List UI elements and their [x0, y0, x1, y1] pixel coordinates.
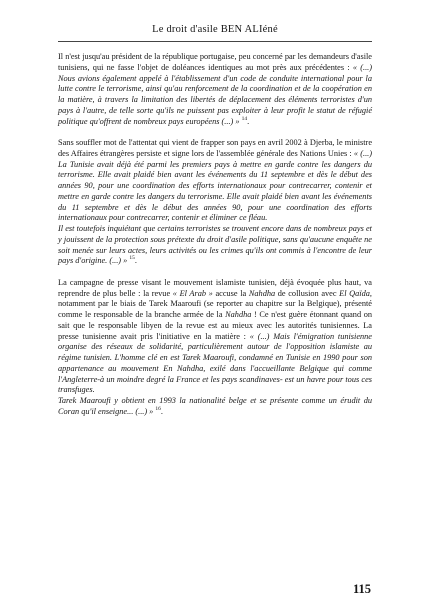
paragraph-2: [58, 138, 372, 224]
page-number: 115: [352, 582, 371, 596]
p4-text-a: La campagne de presse visant le mouvement islamiste tunisien, déjà évoquée plus haut, va reprendre de plus belle : la revue: [58, 277, 372, 298]
paragraph-3: [58, 224, 372, 267]
p4-quote: « (...) Mais l'émigration tunisienne organise des réseaux de solidarité, particulièrement autour de l'opposition islamiste au régime tunisien. L'homme clé en est Tarek Maaroufi, condamné en Tunisie en 1990 pour son appartenance au mouvement En Nahdha, exilé dans l'accueillante Belgique qui comme l'Angleterre-à un moindre degré la France et les pays scandinaves- est un havre pour tous ces transfuges.: [58, 331, 372, 395]
p1-quote: « (...) Nous avions également appelé à l'établissement d'un code de conduite international pour la lutte contre le terrorisme, ainsi qu'au renforcement de la coordination et de la coopération en la matière, à travers la limitation des libertés de déplacement des éléments terroristes d'un pays à l'autre, de telle sorte qu'ils ne puissent pas exploiter à leur profit le statut de réfugié politique qu'offrent de nombreux pays européens (...) »: [58, 62, 372, 126]
p4-el-qaida: El Qaïda: [339, 288, 370, 298]
p5-end: .: [160, 406, 163, 416]
footnote-ref-14: 14: [241, 115, 248, 122]
p4-nahdha-2: Nahdha: [225, 310, 252, 319]
p1-end: .: [247, 116, 250, 126]
p3-end: .: [134, 256, 137, 266]
p4-text-c: accuse la: [212, 288, 249, 298]
p5-quote: Tarek Maaroufi y obtient en 1993 la nationalité belge et se présente comme un érudit du Coran qu'il enseigne... (...) »: [58, 396, 372, 416]
p4-el-arab: « El Arab »: [172, 288, 213, 298]
paragraph-1: [58, 52, 372, 127]
p3-quote: Il est toutefois inquiétant que certains terroristes se trouvent encore dans de nombreux pays et y jouissent de la protection sous prétexte du droit d'asile politique, sans qu'aucune enquête ne soit menée sur leurs actes, leurs activités ou les crimes qu'ils ont commis à l'encontre de leur pays d'origine. (...) »: [58, 224, 372, 266]
p1-text: Il n'est jusqu'au président de la république portugaise, peu concerné par les demandeurs d'asile tunisiens, qui ne fasse l'objet de doléances identiques au mot près aux précédentes :: [58, 52, 372, 72]
p4-text-e: de collusion avec: [275, 288, 340, 298]
body-text: [58, 52, 372, 428]
header-rule: [58, 41, 372, 42]
paragraph-4: [58, 278, 372, 396]
p4-text-g: , notamment par le biais de Tarek Maaroufi (se reporter au chapitre sur la Belgique), présenté comme le responsable de la branche armée de la: [58, 288, 372, 319]
footnote-ref-16: 16: [155, 405, 161, 412]
p4-nahdha-1: Nahdha: [248, 288, 276, 298]
footnote-ref-15: 15: [129, 255, 135, 262]
running-title: Le droit d'asile BEN ALIéné: [152, 24, 278, 35]
p2-quote: « (...) La Tunisie avait déjà été parmi les premiers pays à mettre en garde contre les dangers du terrorisme. Elle avait plaidé bien avant les événements du 11 septembre et dès le début des années 90, pour une coordination des efforts internationaux pour contrecarrer, contenir et mettre en garde contre les dangers du terrorisme. Elle avait plaidé bien avant les événements du 11 septembre et dès le début des années 90, pour une coordination des efforts internationaux pour contrecarrer, contenir et éliminer ce fléau.: [58, 148, 372, 223]
p4-text-i: ! Ce n'est guère étonnant quand on sait que le responsable libyen de la revue est au mieux avec les autorités tunisiennes. La presse tunisienne avait pris l'initiative en la matière :: [58, 310, 372, 341]
paragraph-5: [58, 396, 372, 418]
p2-text: Sans souffler mot de l'attentat qui vient de frapper son pays en avril 2002 à Djerba, le ministre des Affaires étrangères persiste et signe lors de l'assemblée générale des Nations Unies :: [58, 138, 372, 158]
